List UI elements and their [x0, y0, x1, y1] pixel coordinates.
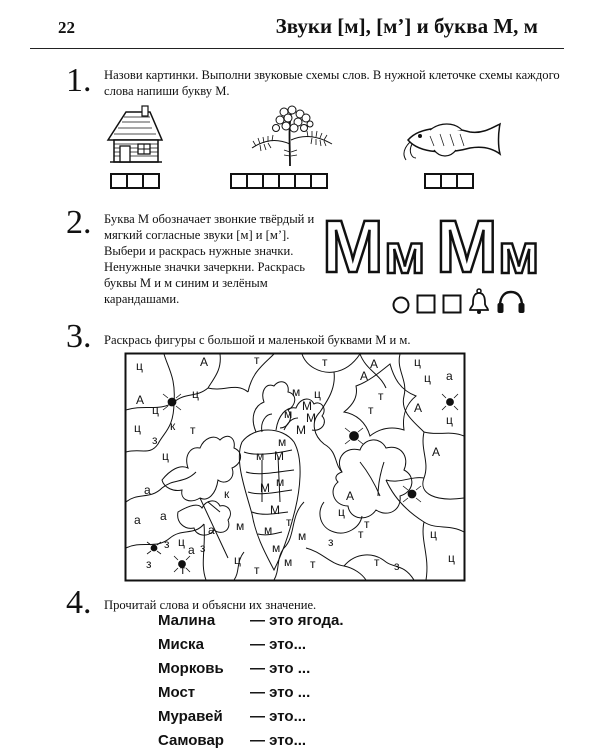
word: Морковь: [158, 659, 224, 677]
word-row: [158, 656, 344, 680]
scheme-cell[interactable]: [310, 173, 328, 189]
sound-scheme-house[interactable]: [110, 173, 158, 189]
puzzle-letter[interactable]: з: [200, 541, 206, 555]
puzzle-letter[interactable]: ц: [152, 403, 159, 417]
puzzle-letter[interactable]: т: [322, 355, 328, 369]
puzzle-letter[interactable]: А: [200, 355, 209, 369]
word-row: [158, 608, 344, 632]
puzzle-letter[interactable]: т: [358, 527, 364, 541]
puzzle-letter[interactable]: т: [378, 389, 384, 403]
puzzle-letter[interactable]: ц: [162, 449, 169, 463]
puzzle-letter[interactable]: а: [134, 513, 141, 527]
puzzle-letter[interactable]: ц: [136, 359, 143, 373]
coloring-puzzle[interactable]: [124, 352, 466, 582]
word-definition: — это ...: [250, 659, 311, 677]
scheme-cell[interactable]: [142, 173, 160, 189]
word: Миска: [158, 635, 204, 653]
word: Самовар: [158, 731, 224, 749]
page-title: Звуки [м], [м’] и буква М, м: [275, 14, 538, 38]
task-4-text: Прочитай слова и объясни их значение.: [104, 598, 317, 612]
sound-scheme-catfish[interactable]: [424, 173, 472, 189]
puzzle-letter[interactable]: т: [254, 563, 260, 577]
puzzle-letter[interactable]: т: [254, 353, 260, 367]
mimosa-branch-icon: [246, 104, 336, 166]
task-1-text: Назови картинки. Выполни звуковые схемы слов. В нужной клеточке схемы каждого слова напиши букву М.: [104, 68, 560, 98]
letter-small-m[interactable]: м: [498, 222, 540, 285]
puzzle-letter[interactable]: ц: [414, 355, 421, 369]
puzzle-letter[interactable]: а: [160, 509, 167, 523]
puzzle-letter[interactable]: т: [286, 515, 292, 529]
word: Муравей: [158, 707, 223, 725]
word-row: [158, 632, 344, 656]
puzzle-letter[interactable]: ц: [314, 387, 321, 401]
puzzle-letter[interactable]: к: [170, 419, 176, 433]
puzzle-letter[interactable]: ц: [234, 553, 241, 567]
task-3-number: 3.: [66, 318, 92, 355]
puzzle-letter[interactable]: а: [208, 523, 215, 537]
puzzle-letter[interactable]: а: [446, 369, 453, 383]
puzzle-letter[interactable]: М: [270, 503, 280, 517]
puzzle-letter[interactable]: М: [274, 449, 284, 463]
puzzle-letter[interactable]: т: [374, 555, 380, 569]
puzzle-letter[interactable]: ц: [178, 535, 185, 549]
word-definition: — это ягода.: [250, 611, 344, 629]
puzzle-letter[interactable]: т: [190, 423, 196, 437]
word-definition: — это ...: [250, 683, 311, 701]
puzzle-letter[interactable]: м: [272, 541, 281, 555]
puzzle-letter[interactable]: А: [136, 393, 145, 407]
header-rule: [30, 48, 564, 49]
square-icon[interactable]: [416, 294, 436, 314]
puzzle-letter[interactable]: м: [276, 475, 285, 489]
puzzle-letter[interactable]: з: [146, 557, 152, 571]
puzzle-letter[interactable]: т: [180, 563, 186, 577]
square-icon[interactable]: [442, 294, 462, 314]
puzzle-letter[interactable]: М: [260, 481, 270, 495]
task-1-number: 1.: [66, 62, 92, 99]
puzzle-letter[interactable]: а: [188, 543, 195, 557]
puzzle-letter[interactable]: ц: [134, 421, 141, 435]
scheme-cell[interactable]: [456, 173, 474, 189]
puzzle-letter[interactable]: А: [346, 489, 355, 503]
task-4-number: 4.: [66, 584, 92, 621]
puzzle-letter[interactable]: А: [360, 369, 369, 383]
puzzle-letter[interactable]: М: [296, 423, 306, 437]
puzzle-letter[interactable]: А: [432, 445, 441, 459]
puzzle-letter[interactable]: ц: [424, 371, 431, 385]
bell-icon[interactable]: [468, 288, 490, 314]
puzzle-letter[interactable]: ц: [192, 387, 199, 401]
puzzle-letter[interactable]: к: [224, 487, 230, 501]
task-3-text: Раскрась фигуры с большой и маленькой буквами М и м.: [104, 333, 411, 347]
puzzle-letter[interactable]: т: [368, 403, 374, 417]
puzzle-letter[interactable]: М: [306, 411, 316, 425]
sound-scheme-mimosa[interactable]: [230, 173, 326, 189]
puzzle-letter[interactable]: м: [292, 385, 301, 399]
puzzle-letter[interactable]: з: [328, 535, 334, 549]
puzzle-letter[interactable]: м: [264, 523, 273, 537]
puzzle-letter[interactable]: а: [144, 483, 151, 497]
task-2-number: 2.: [66, 204, 92, 241]
word: Малина: [158, 611, 216, 629]
word-row: [158, 704, 344, 728]
word-row: [158, 680, 344, 704]
puzzle-letter[interactable]: м: [256, 449, 265, 463]
catfish-icon: [400, 118, 504, 162]
letter-small-m[interactable]: м: [384, 222, 426, 285]
puzzle-letter[interactable]: А: [370, 357, 379, 371]
word-definition: — это...: [250, 731, 307, 749]
puzzle-letter[interactable]: ц: [448, 551, 455, 565]
puzzle-letter[interactable]: ц: [430, 527, 437, 541]
circle-icon[interactable]: [392, 296, 410, 314]
letter-capital-m[interactable]: М: [322, 205, 384, 288]
puzzle-letter[interactable]: з: [394, 559, 400, 573]
puzzle-letter[interactable]: м: [298, 529, 307, 543]
word: Мост: [158, 683, 196, 701]
task-2-text: Буква М обозначает звонкие твёрдый и мягкий согласные звуки [м] и [м’]. Выбери и раскрась нужные значки. Ненужные значки зачеркни. Раскрась буквы М и м синим и зелёным карандашами.: [104, 212, 315, 306]
puzzle-letter[interactable]: м: [284, 555, 293, 569]
word-row: [158, 728, 344, 752]
sound-symbols: [392, 288, 526, 314]
puzzle-letter[interactable]: м: [278, 435, 287, 449]
word-definition: — это...: [250, 707, 307, 725]
puzzle-letter[interactable]: ц: [338, 505, 345, 519]
puzzle-letter[interactable]: А: [414, 401, 423, 415]
house-icon: [104, 104, 166, 166]
page-number: 22: [58, 18, 75, 37]
headphones-icon[interactable]: [496, 290, 526, 314]
letter-capital-m[interactable]: М: [436, 205, 498, 288]
puzzle-letter[interactable]: т: [310, 557, 316, 571]
word-list: [158, 608, 344, 752]
puzzle-letter[interactable]: з: [164, 537, 170, 551]
puzzle-letter[interactable]: т: [364, 517, 370, 531]
puzzle-letter[interactable]: м: [284, 407, 293, 421]
puzzle-letter[interactable]: м: [236, 519, 245, 533]
puzzle-letter[interactable]: М: [302, 399, 312, 413]
puzzle-letter[interactable]: з: [152, 433, 158, 447]
puzzle-letter[interactable]: ц: [446, 413, 453, 427]
word-definition: — это...: [250, 635, 307, 653]
